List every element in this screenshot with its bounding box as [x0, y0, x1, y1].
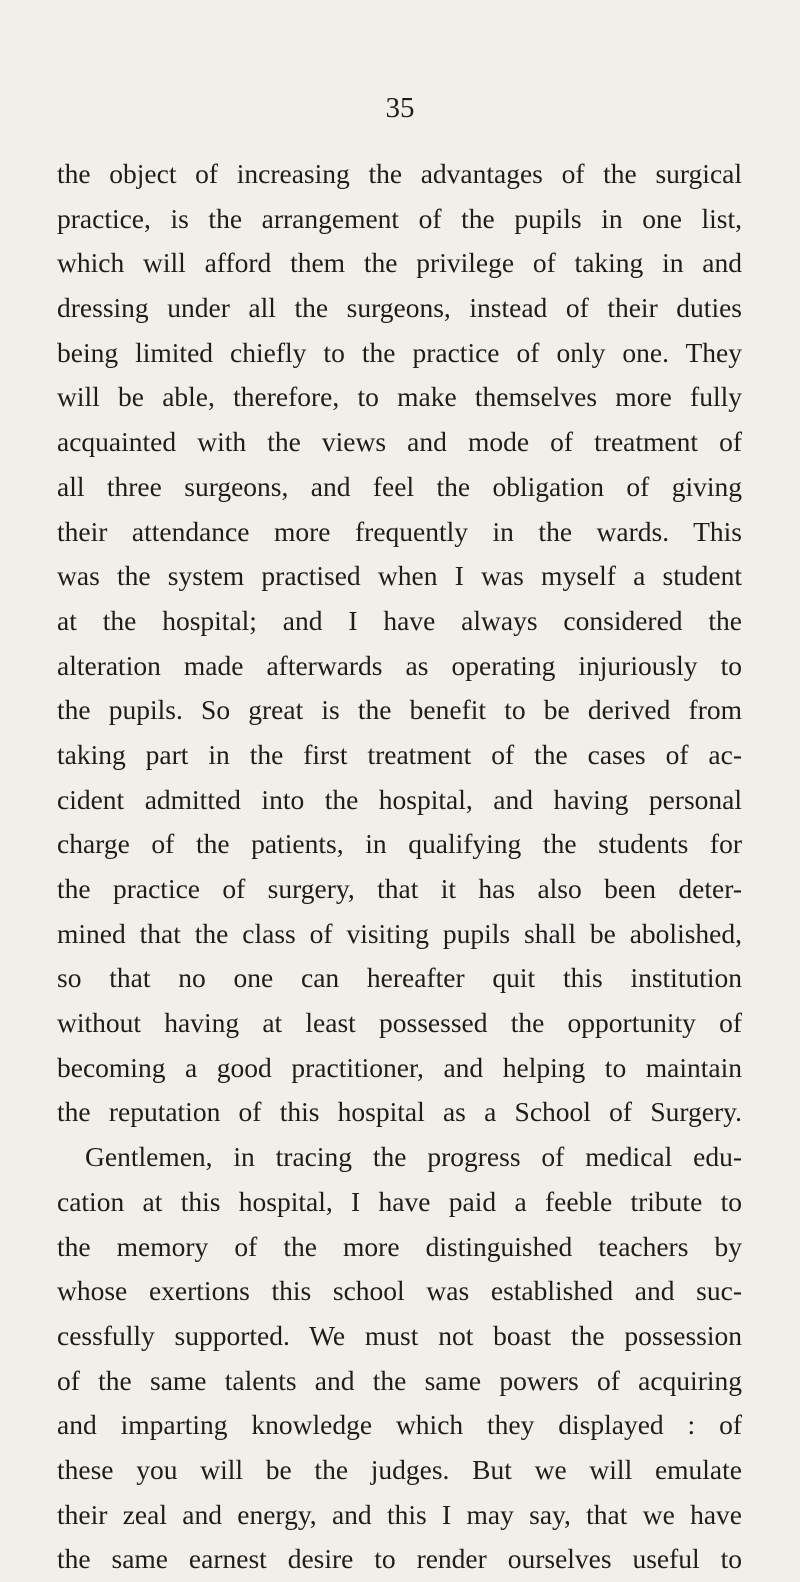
text-line: dressing under all the surgeons, instead of their duties [57, 292, 742, 324]
text-line: cation at this hospital, I have paid a feeble tribute to [57, 1185, 742, 1217]
text-line: and imparting knowledge which they displayed : of [57, 1409, 742, 1441]
text-line: charge of the patients, in qualifying the students for [57, 828, 742, 860]
text-line: so that no one can hereafter quit this institution [57, 962, 742, 994]
text-line: the memory of the more distinguished teachers by [57, 1230, 742, 1262]
text-line: of the same talents and the same powers of acquiring [57, 1364, 742, 1396]
text-line: becoming a good practitioner, and helping to maintain [57, 1051, 742, 1083]
text-line: mined that the class of visiting pupils shall be abolished, [57, 917, 742, 949]
text-line: the same earnest desire to render ourselves useful to [57, 1543, 742, 1575]
text-line: the object of increasing the advantages of the surgical [57, 158, 742, 189]
text-line: alteration made afterwards as operating injuriously to [57, 649, 742, 681]
text-line: which will afford them the privilege of taking in and [57, 247, 742, 279]
text-line: the reputation of this hospital as a School of Surgery. [57, 1096, 742, 1128]
text-line: whose exertions this school was established and suc- [57, 1275, 742, 1307]
text-line: their attendance more frequently in the wards. This [57, 515, 742, 547]
text-line: all three surgeons, and feel the obligation of giving [57, 470, 742, 502]
text-line: these you will be the judges. But we will emulate [57, 1453, 742, 1485]
text-line-paragraph-start: Gentlemen, in tracing the progress of medical edu- [85, 1141, 742, 1173]
text-line: without having at least possessed the opportunity of [57, 1007, 742, 1039]
text-line: was the system practised when I was myself a student [57, 560, 742, 592]
text-line: acquainted with the views and mode of treatment of [57, 426, 742, 458]
text-line: their zeal and energy, and this I may say, that we have [57, 1498, 742, 1530]
text-line: the pupils. So great is the benefit to be derived from [57, 694, 742, 726]
text-line: taking part in the first treatment of the cases of ac- [57, 738, 742, 770]
text-line: cident admitted into the hospital, and having personal [57, 783, 742, 815]
text-line: being limited chiefly to the practice of only one. They [57, 336, 742, 368]
text-line: practice, is the arrangement of the pupils in one list, [57, 202, 742, 234]
text-line: will be able, therefore, to make themselves more fully [57, 381, 742, 413]
body-text [57, 152, 742, 1582]
text-line: cessfully supported. We must not boast the possession [57, 1319, 742, 1351]
text-line: at the hospital; and I have always considered the [57, 604, 742, 636]
page-number: 35 [385, 92, 415, 124]
text-line: the practice of surgery, that it has also been deter- [57, 873, 742, 904]
